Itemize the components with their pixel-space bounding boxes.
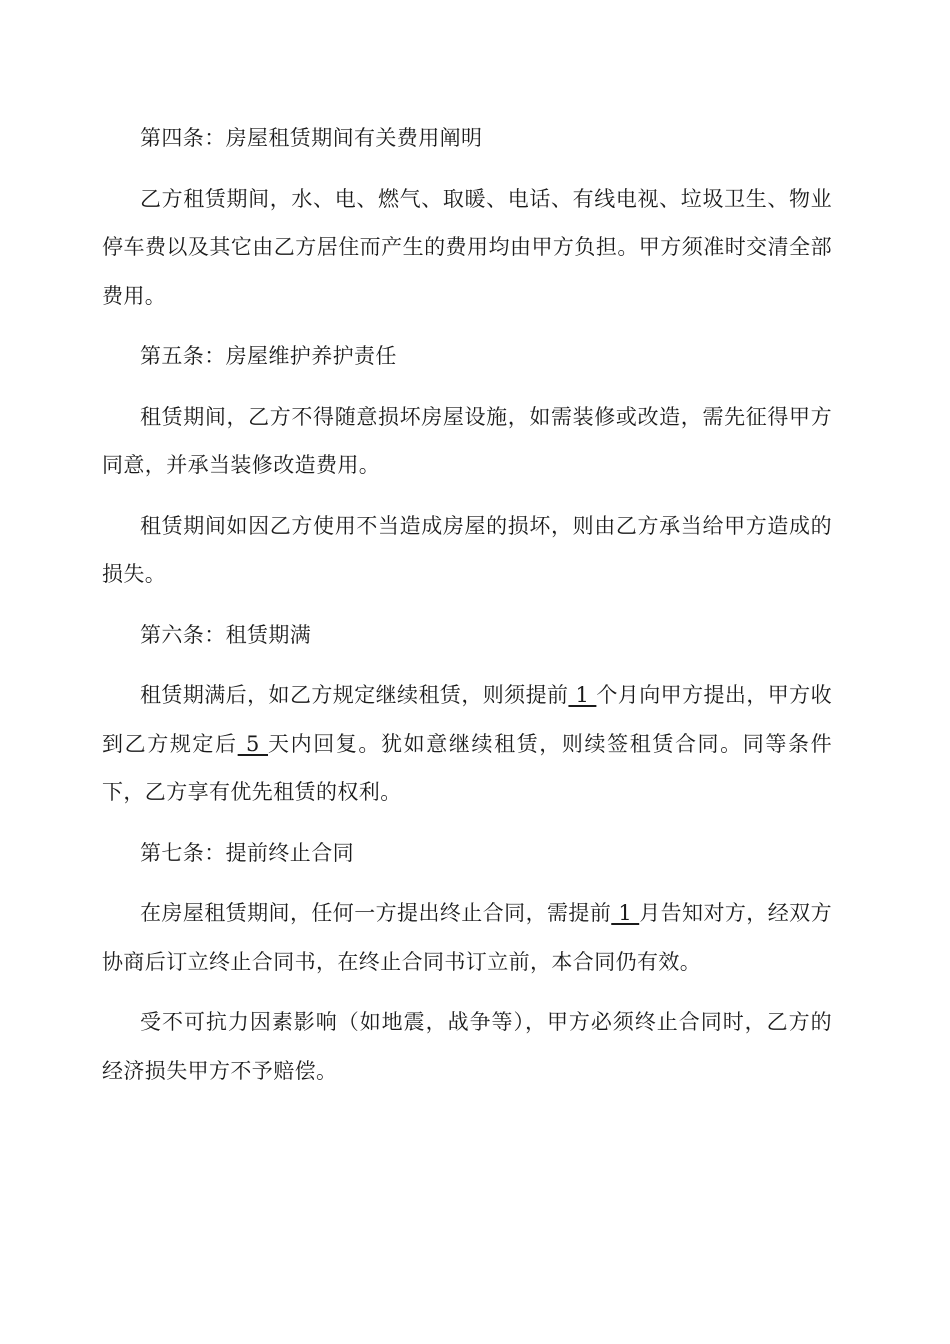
section-6-paragraph-1 bbox=[102, 671, 832, 817]
notice-months-blank: 1 bbox=[568, 683, 597, 707]
reply-days-blank: 5 bbox=[237, 731, 268, 756]
section-6-heading: 第六条：租赁期满 bbox=[140, 622, 312, 647]
section-6-text-c: 天内回复。犹如意继续租赁，则续签租赁合同。同等条件下，乙方享有优先租赁的权利。 bbox=[102, 731, 833, 804]
section-7-text-a: 在房屋租赁期间，任何一方提出终止合同，需提前 bbox=[140, 901, 612, 925]
section-5-paragraph-1: 租赁期间，乙方不得随意损坏房屋设施，如需装修或改造，需先征得甲方同意，并承当装修改造费用。 bbox=[102, 404, 832, 477]
section-6-text-a: 租赁期满后，如乙方规定继续租赁，则须提前 bbox=[140, 683, 569, 707]
section-4-heading: 第四条：房屋租赁期间有关费用阐明 bbox=[140, 126, 483, 150]
section-6-text-b: 个月向甲方提出，甲方收到乙方规定后 bbox=[102, 683, 832, 756]
section-7-text-b: 月告知对方，经双方协商后订立终止合同书，在终止合同书订立前，本合同仍有效。 bbox=[102, 901, 832, 974]
section-4-paragraph-1: 乙方租赁期间，水、电、燃气、取暖、电话、有线电视、垃圾卫生、物业停车费以及其它由乙方居住而产生的费用均由甲方负担。甲方须准时交清全部费用。 bbox=[102, 186, 832, 308]
section-7-paragraph-2: 受不可抗力因素影响（如地震，战争等），甲方必须终止合同时，乙方的经济损失甲方不予赔偿。 bbox=[102, 1010, 832, 1083]
section-7-heading: 第七条：提前终止合同 bbox=[140, 840, 354, 865]
document-page bbox=[102, 114, 832, 1107]
section-5-paragraph-2: 租赁期间如因乙方使用不当造成房屋的损坏，则由乙方承当给甲方造成的损失。 bbox=[102, 513, 832, 586]
section-5-heading: 第五条：房屋维护养护责任 bbox=[140, 344, 397, 368]
section-7-paragraph-1 bbox=[102, 889, 832, 986]
termination-notice-blank: 1 bbox=[611, 901, 640, 925]
